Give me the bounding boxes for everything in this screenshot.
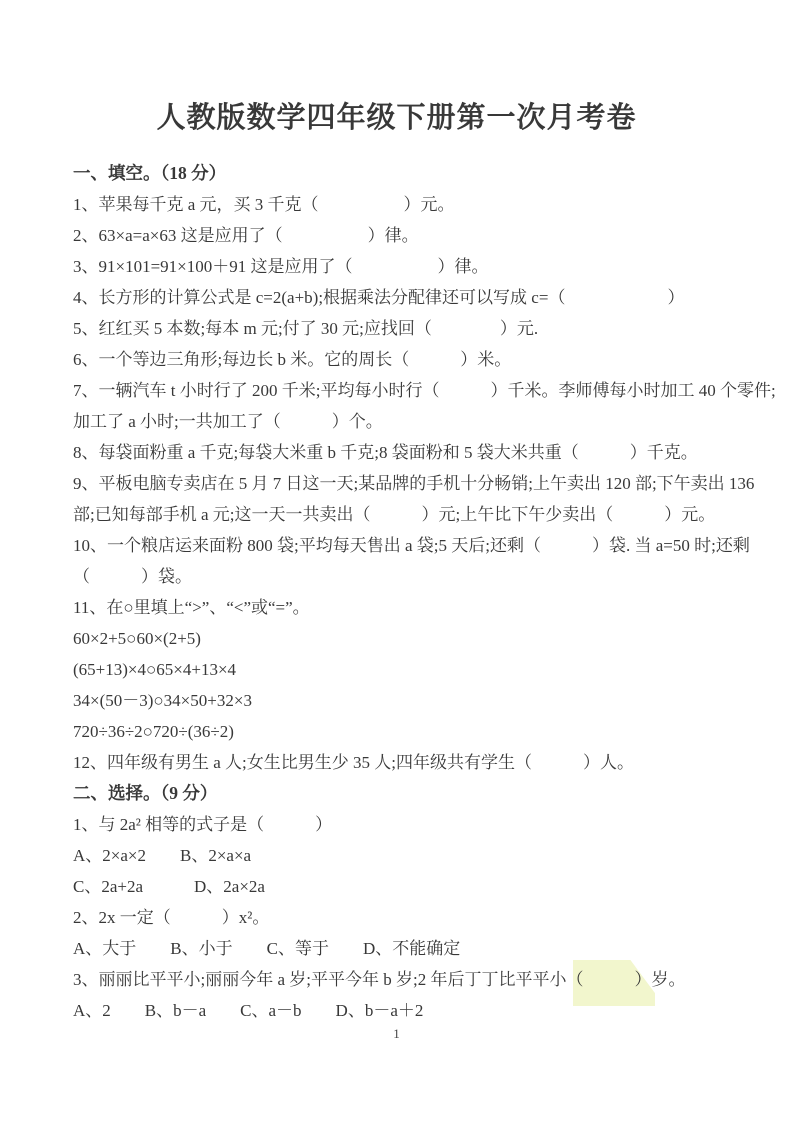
- compare-expression-1: 60×2+5○60×(2+5): [73, 629, 201, 648]
- choice-q1-options-ab: A、2×a×2 B、2×a×a: [73, 846, 252, 865]
- choice-q1: 1、与 2a² 相等的式子是（ ）: [73, 815, 333, 834]
- compare-expression-2: (65+13)×4○65×4+13×4: [73, 660, 237, 679]
- fill-blank-q2: 2、63×a=a×63 这是应用了（ ）律。: [73, 226, 419, 245]
- choice-q3: 3、丽丽比平平小;丽丽今年 a 岁;平平今年 b 岁;2 年后丁丁比平平小（ ）岁。: [73, 970, 686, 989]
- fill-blank-q12: 12、四年级有男生 a 人;女生比男生少 35 人;四年级共有学生（ ）人。: [73, 753, 634, 772]
- fill-blank-q9-line1: 9、平板电脑专卖店在 5 月 7 日这一天;某品牌的手机十分畅销;上午卖出 120 部;下午卖出 136: [73, 474, 755, 493]
- page-number: 1: [393, 1026, 400, 1041]
- exam-body: [0, 138, 793, 1026]
- fill-blank-q11: 11、在○里填上“>”、“<”或“=”。: [73, 598, 310, 617]
- choice-q2: 2、2x 一定（ ）x²。: [73, 908, 270, 927]
- fill-blank-q4: 4、长方形的计算公式是 c=2(a+b);根据乘法分配律还可以写成 c=（ ）: [73, 288, 685, 307]
- fill-blank-q9-line2: 部;已知每部手机 a 元;这一天一共卖出（ ）元;上午比下午少卖出（ ）元。: [73, 505, 716, 524]
- fill-blank-q10-line1: 10、一个粮店运来面粉 800 袋;平均每天售出 a 袋;5 天后;还剩（ ）袋. 当 a=50 时;还剩: [73, 536, 750, 555]
- fill-blank-q7-line1: 7、一辆汽车 t 小时行了 200 千米;平均每小时行（ ）千米。李师傅每小时加工 40 个零件;: [73, 381, 776, 400]
- fill-blank-q6: 6、一个等边三角形;每边长 b 米。它的周长（ ）米。: [73, 350, 512, 369]
- section-1-heading: 一、填空。（18 分）: [73, 163, 227, 183]
- fill-blank-q10-line2: （ ）袋。: [73, 567, 192, 586]
- fill-blank-q8: 8、每袋面粉重 a 千克;每袋大米重 b 千克;8 袋面粉和 5 袋大米共重（ ）千克。: [73, 443, 698, 462]
- section-2-heading: 二、选择。（9 分）: [73, 783, 218, 803]
- choice-q1-options-cd: C、2a+2a D、2a×2a: [73, 877, 265, 896]
- fill-blank-q1: 1、苹果每千克 a 元，买 3 千克（ ）元。: [73, 195, 455, 214]
- fill-blank-q3: 3、91×101=91×100＋91 这是应用了（ ）律。: [73, 257, 489, 276]
- compare-expression-4: 720÷36÷2○720÷(36÷2): [73, 722, 234, 741]
- fill-blank-q5: 5、红红买 5 本数;每本 m 元;付了 30 元;应找回（ ）元.: [73, 319, 539, 338]
- choice-q2-options: A、大于 B、小于 C、等于 D、不能确定: [73, 939, 461, 958]
- choice-q3-options: A、2 B、b－a C、a－b D、b－a＋2: [73, 1001, 424, 1020]
- fill-blank-q7-line2: 加工了 a 小时;一共加工了（ ）个。: [73, 412, 383, 431]
- page-title: 人教版数学四年级下册第一次月考卷: [156, 102, 637, 134]
- compare-expression-3: 34×(50－3)○34×50+32×3: [73, 691, 252, 710]
